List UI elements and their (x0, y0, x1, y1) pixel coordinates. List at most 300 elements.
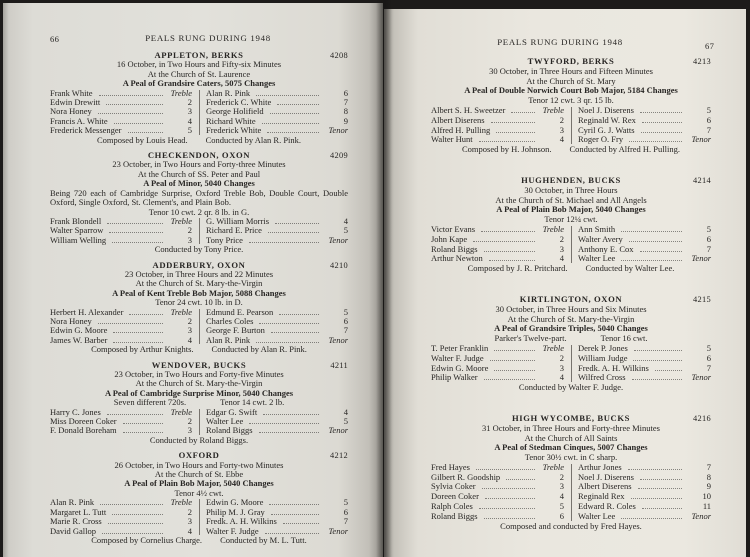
ringer-entry (429, 254, 566, 264)
dot-leader (489, 260, 535, 261)
ringer-bell: 5 (343, 225, 348, 236)
dot-leader (123, 423, 163, 424)
ringer-name: F. Donald Boreham (50, 425, 117, 436)
ringer-name: David Gallop (50, 525, 97, 536)
ringer-name: Gilbert R. Goodship (431, 471, 501, 482)
ringer-bell: 5 (343, 306, 348, 317)
ringer-name: William Judge (578, 352, 628, 363)
dot-leader (98, 113, 163, 114)
ringer-name: Harry C. Jones (50, 406, 101, 417)
ringer-bell: Tenor (691, 372, 711, 383)
ringer-name: Roland Biggs (431, 510, 478, 521)
ringer-name: Frederick White (206, 125, 262, 136)
dot-leader (259, 432, 319, 433)
ringer-name: Walter Avery (578, 233, 623, 244)
footer-part: Composed by Arthur Knights. (91, 344, 194, 355)
ringer-bell: Treble (542, 461, 564, 472)
ringer-name: Edgar G. Swift (206, 406, 258, 417)
ringer-entry (204, 336, 350, 345)
ringer-bell: 4 (559, 372, 564, 383)
ringer-name: Frank White (50, 87, 93, 98)
ringers-table (429, 106, 713, 145)
column-divider (571, 345, 572, 382)
peal-method: A Peal of Stedman Cinques, 5007 Changes (494, 442, 648, 453)
ringer-bell: 2 (559, 352, 564, 363)
ringer-bell: 4 (343, 406, 348, 417)
ringer-bell: 3 (187, 325, 192, 336)
dot-leader (641, 132, 682, 133)
ringer-bell: 5 (706, 104, 711, 115)
dot-leader (638, 488, 682, 489)
dot-leader (640, 112, 682, 113)
peal-heading (429, 414, 713, 424)
peal-place: CHECKENDON, OXON (147, 150, 251, 161)
ringer-bell: 5 (706, 342, 711, 353)
peal-church: At the Church of SS. Peter and Paul (137, 168, 261, 179)
peal-note: Tenor 12¼ cwt. (544, 214, 598, 225)
dot-leader (107, 223, 163, 224)
ringer-bell: 4 (187, 525, 192, 536)
dot-leader (277, 104, 319, 105)
peal-church: At the Church of St. Laurence (147, 68, 251, 79)
peal-church: At the Church of St. Mary-the-Virgin (135, 378, 263, 389)
ringer-bell: 6 (343, 87, 348, 98)
peal-footer (429, 522, 713, 532)
ringer-bell: 2 (187, 97, 192, 108)
ringer-name: Edwin Drewitt (50, 97, 101, 108)
ringer-name: Walter Hunt (431, 134, 473, 145)
column-divider (571, 107, 572, 144)
dot-leader (109, 232, 163, 233)
ringer-name: Philip M. J. Gray (206, 506, 265, 517)
ringer-bell: 7 (706, 124, 711, 135)
peal-entry (429, 414, 713, 532)
peal-footer (48, 136, 350, 145)
dot-leader (263, 414, 319, 415)
peal-number: 4215 (693, 294, 711, 304)
ringer-entry (48, 236, 194, 245)
ringer-bell: Tenor (691, 253, 711, 264)
ringer-bell: 3 (187, 234, 192, 245)
dot-leader (279, 314, 319, 315)
peal-method: A Peal of Grandsire Triples, 5040 Changes (494, 323, 648, 334)
ringer-name: Doreen Coker (431, 491, 479, 502)
peal-date: 30 October, in Three Hours and Fifteen Minutes (489, 65, 653, 76)
ringer-bell: Tenor (328, 425, 348, 436)
ringer-bell: 6 (559, 510, 564, 521)
ringers-table (429, 344, 713, 383)
column-divider (571, 226, 572, 263)
peal-entry (48, 451, 350, 545)
dot-leader (108, 523, 163, 524)
peal-church: At the Church of St. Mary (526, 75, 616, 86)
dot-leader (632, 379, 682, 380)
ringers-table (429, 225, 713, 264)
dot-leader (621, 260, 682, 261)
ringer-bell: 7 (706, 362, 711, 373)
ringer-bell: Tenor (328, 125, 348, 136)
ringer-name: Walter F. Judge (206, 525, 259, 536)
ringers-table (48, 89, 350, 136)
ringer-name: Fredk. A. H. Wilkins (206, 516, 277, 527)
ringer-bell: 4 (559, 253, 564, 264)
peal-church: At the Church of St. Mary-the-Virgin (507, 313, 635, 324)
ringer-name: G. William Morris (206, 215, 270, 226)
peal-place: TWYFORD, BERKS (527, 56, 615, 66)
dot-leader (634, 350, 682, 351)
peal-heading (48, 51, 350, 60)
ringer-bell: 5 (706, 223, 711, 234)
peal-footer (429, 264, 713, 274)
peal-description: Being 720 each of Cambridge Surprise, Oxford Treble Bob, Double Court, Double Oxford, Single Oxford, St. Clement's, and Plain Bob. (50, 187, 348, 208)
dot-leader (628, 469, 682, 470)
ringer-entry (48, 426, 194, 435)
peal-number: 4210 (330, 260, 348, 270)
ringer-bell: Treble (170, 497, 192, 508)
column-divider (199, 499, 200, 535)
ringer-bell: 8 (343, 106, 348, 117)
column-divider (199, 409, 200, 435)
ringer-name: Noel J. Diserens (578, 471, 634, 482)
ringer-name: James W. Barber (50, 334, 108, 345)
ringer-name: Fred Hayes (431, 461, 470, 472)
dot-leader (112, 514, 163, 515)
dot-leader (249, 423, 319, 424)
peal-church: At the Church of St. Ebbe (154, 469, 244, 480)
dot-leader (275, 223, 319, 224)
ringer-bell: 3 (187, 106, 192, 117)
peal-method: A Peal of Plain Bob Major, 5040 Changes (496, 204, 646, 215)
footer-part: Composed by Louis Head. (96, 134, 188, 145)
ringer-name: Charles Coles (206, 315, 254, 326)
ringer-name: Francis A. White (50, 115, 108, 126)
peal-note: Tenor 30½ cwt. in C sharp. (524, 452, 618, 463)
dot-leader (482, 488, 535, 489)
ringer-name: Miss Doreen Coker (50, 416, 117, 427)
ringer-bell: 7 (706, 243, 711, 254)
dot-leader (99, 95, 163, 96)
ringers-table (429, 463, 713, 522)
ringer-bell: 2 (187, 416, 192, 427)
ringer-bell: 4 (187, 115, 192, 126)
peal-note: Tenor 12 cwt. 3 qr. 15 lb. (528, 95, 614, 106)
footer-part: Conducted by Walter Lee. (585, 263, 675, 274)
peal-note: Seven different 720s. (113, 397, 187, 408)
peal-number: 4212 (330, 451, 348, 461)
dot-leader (113, 342, 163, 343)
ringer-name: Wilfred Cross (578, 372, 626, 383)
ringer-name: Reginald W. Rex (578, 114, 636, 125)
peal-place: WENDOVER, BUCKS (151, 359, 247, 370)
dot-leader (642, 122, 682, 123)
dot-leader (129, 314, 163, 315)
ringer-name: Nora Honey (50, 106, 92, 117)
ringer-entry (429, 135, 566, 145)
ringer-bell: 3 (559, 362, 564, 373)
ringer-name: Philip Walker (431, 372, 478, 383)
dot-leader (473, 241, 535, 242)
dot-leader (271, 514, 319, 515)
ringer-name: George Holifield (206, 106, 264, 117)
footer-part: Composed by J. R. Pritchard. (467, 263, 568, 274)
dot-leader (621, 231, 682, 232)
dot-leader (271, 332, 319, 333)
ringer-bell: 6 (706, 352, 711, 363)
peal-heading (48, 151, 350, 160)
peal-footer (48, 345, 350, 354)
peal-number: 4208 (330, 51, 348, 60)
ringer-bell: 6 (706, 114, 711, 125)
ringer-bell: 3 (187, 425, 192, 436)
ringer-bell: Tenor (328, 234, 348, 245)
peal-place: HIGH WYCOMBE, BUCKS (512, 412, 630, 423)
ringer-name: Albert S. H. Sweetzer (431, 104, 506, 115)
ringer-name: Anthony E. Cox (578, 243, 634, 254)
peal-heading (48, 451, 350, 460)
dot-leader (114, 123, 163, 124)
ringer-entry (576, 135, 713, 145)
peal-place: HUGHENDEN, BUCKS (521, 174, 621, 185)
ringer-name: Alan R. Pink (50, 497, 95, 508)
right-page-column (429, 57, 713, 531)
dot-leader (256, 95, 319, 96)
peal-date: 31 October, in Three Hours and Forty-three Minutes (482, 422, 660, 433)
ringer-name: Margaret L. Tutt (50, 506, 107, 517)
peal-number: 4209 (330, 151, 348, 161)
ringer-entry (429, 373, 566, 383)
ringer-bell: 4 (559, 134, 564, 145)
ringer-name: Albert Diserens (578, 481, 632, 492)
ringer-name: Roger O. Fry (578, 134, 624, 145)
ringer-name: Herbert H. Alexander (50, 306, 124, 317)
peal-footer (48, 245, 350, 254)
ringers-table (48, 217, 350, 245)
ringer-bell: 2 (559, 471, 564, 482)
ringer-name: Victor Evans (431, 223, 476, 234)
dot-leader (506, 479, 535, 480)
peal-place: OXFORD (178, 450, 220, 461)
ringer-name: Walter F. Judge (431, 352, 484, 363)
ringer-name: Alan R. Pink (206, 334, 251, 345)
running-head: PEALS RUNG DURING 1948 (145, 33, 271, 43)
ringer-bell: 5 (559, 501, 564, 512)
ringer-name: Alfred H. Pulling (431, 124, 491, 135)
page-number: 67 (705, 41, 715, 51)
ringer-bell: 3 (559, 481, 564, 492)
ringer-name: Albert Diserens (431, 114, 485, 125)
peal-method: A Peal of Double Norwich Court Bob Major, 5184 Changes (464, 85, 678, 96)
peal-church: At the Church of All Saints (524, 432, 618, 443)
peal-date: 26 October, in Two Hours and Forty-two Minutes (114, 459, 284, 470)
ringer-bell: 5 (343, 416, 348, 427)
peal-number: 4216 (693, 413, 711, 423)
ringer-bell: 10 (702, 491, 711, 502)
ringer-bell: Treble (170, 87, 192, 98)
footer-part: Conducted by Walter F. Judge. (518, 382, 624, 393)
ringer-bell: 9 (343, 115, 348, 126)
dot-leader (98, 323, 163, 324)
ringer-name: William Welling (50, 234, 107, 245)
ringers-table (48, 498, 350, 536)
peal-church: At the Church of St. Michael and All Angels (495, 194, 647, 205)
ringer-name: Reginald Rex (578, 491, 625, 502)
ringer-bell: 2 (559, 114, 564, 125)
ringer-bell: Treble (170, 306, 192, 317)
dot-leader (484, 251, 535, 252)
ringer-entry (204, 426, 350, 435)
ringers-table (48, 408, 350, 436)
footer-part: Conducted by Alan R. Pink. (205, 134, 302, 145)
ringer-bell: Treble (542, 104, 564, 115)
peal-entry (48, 361, 350, 446)
peal-number: 4214 (693, 175, 711, 185)
dot-leader (128, 132, 163, 133)
ringer-bell: 6 (343, 506, 348, 517)
dot-leader (256, 342, 319, 343)
dot-leader (655, 370, 682, 371)
dot-leader (484, 518, 535, 519)
dot-leader (631, 498, 682, 499)
dot-leader (494, 350, 535, 351)
peal-church: At the Church of St. Mary-the-Virgin (135, 278, 263, 289)
ringer-name: Alan R. Pink (206, 87, 251, 98)
ringer-name: Frank Blondell (50, 215, 102, 226)
peal-note: Tenor 24 cwt. 10 lb. in D. (155, 297, 243, 308)
peal-date: 23 October, in Two Hours and Forty-five Minutes (114, 369, 284, 379)
ringer-name: Roland Biggs (206, 425, 253, 436)
footer-part: Composed and conducted by Fred Hayes. (500, 520, 642, 531)
ringer-name: Ralph Coles (431, 501, 473, 512)
ringer-name: Cyril G. J. Watts (578, 124, 635, 135)
ringer-name: Walter Lee (578, 253, 616, 264)
peal-entry (48, 151, 350, 254)
ringer-bell: 5 (343, 497, 348, 508)
left-page (3, 3, 383, 557)
peal-footer (429, 145, 713, 155)
dot-leader (259, 323, 319, 324)
dot-leader (249, 242, 319, 243)
ringer-bell: 6 (706, 233, 711, 244)
peal-date: 23 October, in Two Hours and Forty-three Minutes (112, 159, 286, 170)
dot-leader (262, 123, 319, 124)
peal-place: ADDERBURY, OXON (152, 259, 246, 270)
ringer-entry (576, 512, 713, 522)
footer-part: Conducted by Roland Biggs. (149, 434, 249, 445)
ringer-bell: Tenor (691, 510, 711, 521)
peal-place: KIRTLINGTON, OXON (519, 293, 623, 304)
dot-leader (270, 113, 319, 114)
dot-leader (113, 332, 163, 333)
peal-method: A Peal of Grandsire Caters, 5075 Changes (122, 78, 276, 89)
ringer-name: Fredk. A. H. Wilkins (578, 362, 649, 373)
running-head: PEALS RUNG DURING 1948 (497, 37, 623, 47)
dot-leader (640, 479, 682, 480)
dot-leader (484, 379, 535, 380)
peal-date: 23 October, in Three Hours and 22 Minutes (124, 268, 274, 279)
ringer-name: Edwin G. Moore (50, 325, 108, 336)
ringer-bell: 3 (187, 516, 192, 527)
dot-leader (642, 508, 682, 509)
ringer-bell: 4 (187, 334, 192, 345)
peal-note: Tenor 16 cwt. (600, 333, 648, 344)
dot-leader (481, 231, 535, 232)
ringer-entry (48, 527, 194, 536)
ringer-entry (48, 126, 194, 135)
dot-leader (107, 414, 163, 415)
ringer-name: Walter Lee (206, 416, 244, 427)
peal-entry (429, 176, 713, 274)
ringer-name: Noel J. Diserens (578, 104, 634, 115)
dot-leader (485, 498, 535, 499)
dot-leader (106, 104, 163, 105)
peal-footer (48, 536, 350, 545)
dot-leader (269, 504, 319, 505)
footer-part: Conducted by Alan R. Pink. (211, 344, 307, 355)
ringer-bell: Treble (542, 342, 564, 353)
footer-part: Composed by Cornelius Charge. (91, 534, 203, 545)
peal-note-line (429, 453, 713, 463)
ringer-bell: 5 (187, 125, 192, 136)
left-page-column (48, 51, 350, 545)
ringer-name: Tony Price (206, 234, 243, 245)
ringer-bell: 9 (706, 481, 711, 492)
ringer-name: Richard E. Price (206, 225, 262, 236)
ringer-bell: 4 (559, 491, 564, 502)
ringer-name: Edmund E. Pearson (206, 306, 274, 317)
ringer-bell: 11 (702, 501, 711, 512)
peal-note: Tenor 4½ cwt. (174, 487, 224, 498)
ringer-bell: 7 (343, 516, 348, 527)
footer-part: Conducted by Tony Price. (154, 244, 244, 255)
dot-leader (479, 141, 535, 142)
ringer-bell: Treble (542, 223, 564, 234)
ringer-bell: 6 (343, 315, 348, 326)
dot-leader (283, 523, 319, 524)
column-divider (199, 218, 200, 244)
ringer-bell: Tenor (328, 334, 348, 345)
ringer-entry (204, 527, 350, 536)
peal-heading (429, 176, 713, 186)
ringer-bell: 3 (559, 124, 564, 135)
peal-heading (429, 57, 713, 67)
ringer-bell: Treble (170, 406, 192, 417)
peal-footer (48, 436, 350, 445)
dot-leader (476, 469, 535, 470)
ringer-name: Frederick Messenger (50, 125, 122, 136)
column-divider (199, 90, 200, 135)
dot-leader (511, 112, 535, 113)
ringer-name: T. Peter Franklin (431, 342, 489, 353)
peal-number: 4211 (330, 360, 348, 370)
ringer-name: Arthur Newton (431, 253, 483, 264)
peal-heading (48, 361, 350, 370)
dot-leader (640, 251, 683, 252)
peal-method: A Peal of Plain Bob Major, 5040 Changes (124, 478, 274, 489)
ringer-name: Frederick C. White (206, 97, 272, 108)
dot-leader (123, 432, 163, 433)
ringer-name: Arthur Jones (578, 461, 622, 472)
ringer-name: Edward R. Coles (578, 501, 636, 512)
peal-entry (48, 261, 350, 355)
dot-leader (633, 360, 682, 361)
ringer-entry (429, 512, 566, 522)
peal-date: 30 October, in Three Hours and Six Minutes (495, 303, 647, 314)
page-number: 66 (50, 34, 60, 44)
ringer-name: Marie R. Cross (50, 516, 102, 527)
peal-number: 4213 (693, 57, 711, 66)
peal-entry (429, 295, 713, 393)
dot-leader (479, 508, 535, 509)
